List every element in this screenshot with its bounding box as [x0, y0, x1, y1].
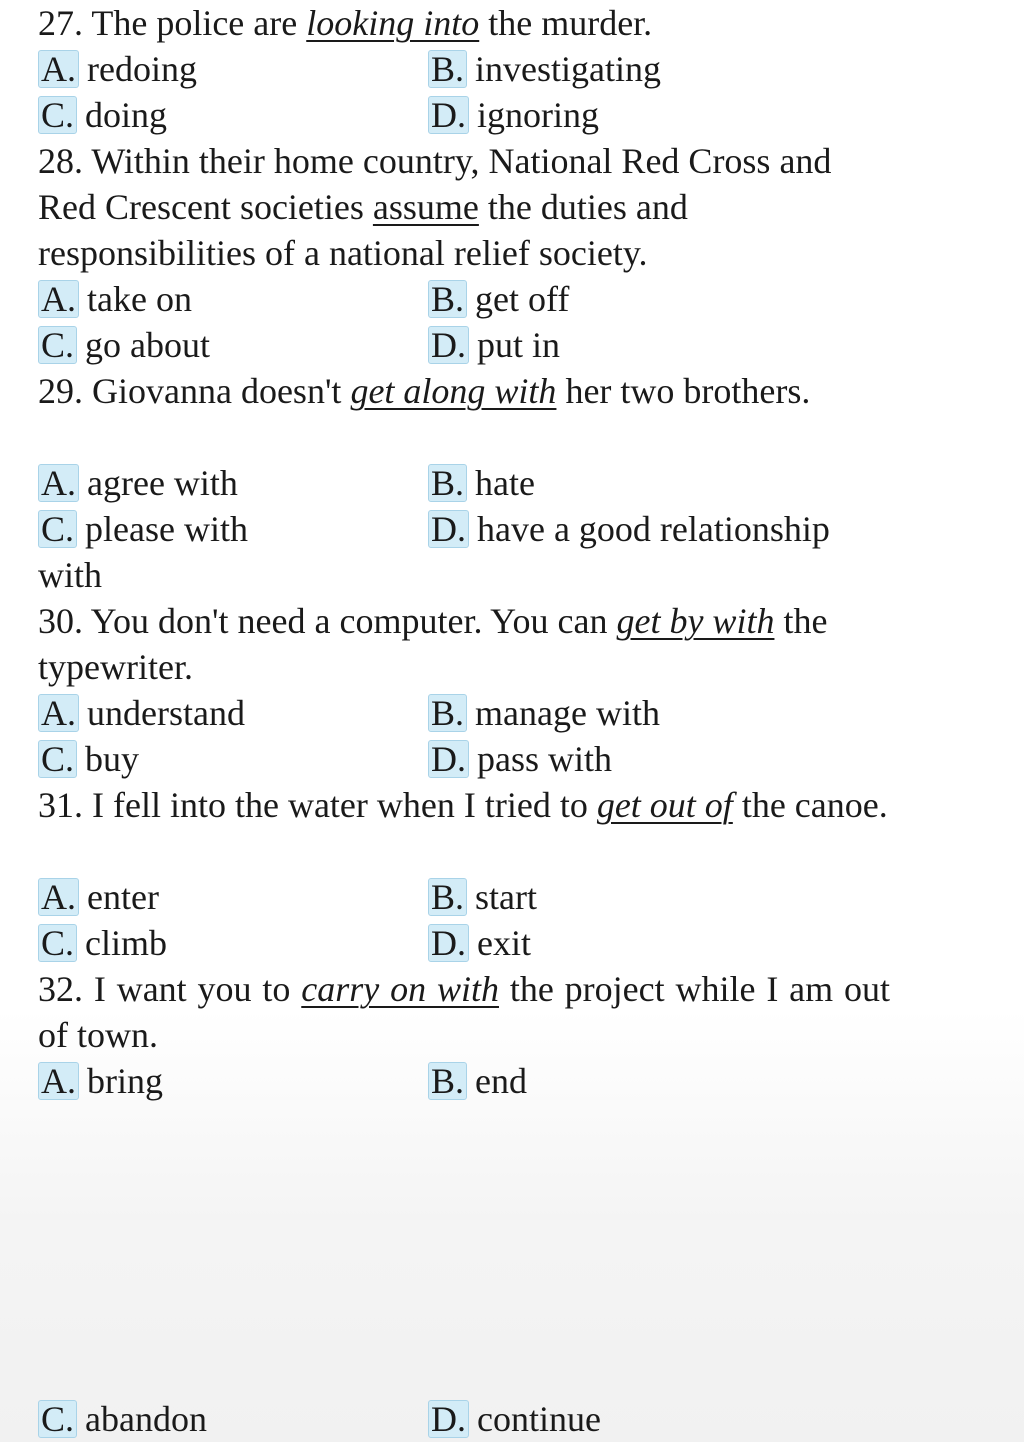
option-29-a: A. agree with — [38, 460, 238, 506]
option-letter: A. — [38, 50, 79, 88]
key-phrase: carry on with — [301, 969, 499, 1009]
option-letter: D. — [428, 1400, 469, 1438]
option-27-c: C. doing — [38, 92, 167, 138]
option-30-c: C. buy — [38, 736, 139, 782]
question-32: 32. I want you to carry on with the project while I am out of town. — [38, 969, 891, 1055]
key-phrase: get by with — [616, 601, 775, 641]
option-letter: C. — [38, 924, 77, 962]
option-letter: B. — [428, 50, 467, 88]
option-letter: B. — [428, 694, 467, 732]
option-32-a: A. bring — [38, 1058, 163, 1104]
option-32-c: C. abandon — [38, 1396, 207, 1442]
option-31-a: A. enter — [38, 874, 159, 920]
option-32-b: B. end — [428, 1058, 527, 1104]
option-30-b: B. manage with — [428, 690, 660, 736]
option-letter: C. — [38, 1400, 77, 1438]
option-letter: D. — [428, 510, 469, 548]
option-31-d: D. exit — [428, 920, 531, 966]
option-28-c: C. go about — [38, 322, 210, 368]
option-letter: D. — [428, 924, 469, 962]
option-letter: B. — [428, 464, 467, 502]
option-29-c: C. please with — [38, 506, 248, 552]
key-phrase: assume — [372, 187, 479, 227]
key-phrase: looking into — [306, 3, 480, 43]
option-32-d: D. continue — [428, 1396, 601, 1442]
question-31: 31. I fell into the water when I tried to get out of the canoe. — [38, 785, 888, 825]
option-30-d: D. pass with — [428, 736, 612, 782]
question-28: 28. Within their home country, National Red Cross and Red Crescent societies assume the duties and responsibilities of a national relief society. — [38, 141, 832, 273]
option-29-b: B. hate — [428, 460, 535, 506]
option-letter: A. — [38, 878, 79, 916]
option-letter: A. — [38, 280, 79, 318]
question-27: 27. The police are looking into the murder. — [38, 3, 653, 43]
option-27-b: B. investigating — [428, 46, 661, 92]
option-28-a: A. take on — [38, 276, 192, 322]
key-phrase: get along with — [350, 371, 557, 411]
option-27-a: A. redoing — [38, 46, 197, 92]
option-letter: B. — [428, 1062, 467, 1100]
option-letter: C. — [38, 96, 77, 134]
option-letter: D. — [428, 326, 469, 364]
option-31-b: B. start — [428, 874, 537, 920]
option-27-d: D. ignoring — [428, 92, 599, 138]
option-28-b: B. get off — [428, 276, 569, 322]
option-30-a: A. understand — [38, 690, 245, 736]
option-letter: C. — [38, 740, 77, 778]
option-29-d: D. have a good relationship — [428, 506, 830, 552]
option-letter: A. — [38, 1062, 79, 1100]
option-letter: C. — [38, 510, 77, 548]
option-31-c: C. climb — [38, 920, 167, 966]
question-29: 29. Giovanna doesn't get along with her two brothers. — [38, 371, 811, 411]
option-letter: B. — [428, 280, 467, 318]
option-letter: D. — [428, 96, 469, 134]
option-letter: C. — [38, 326, 77, 364]
question-30: 30. You don't need a computer. You can get by with the typewriter. — [38, 601, 828, 687]
option-29-d-continuation: with — [38, 555, 103, 595]
option-letter: B. — [428, 878, 467, 916]
option-letter: A. — [38, 694, 79, 732]
option-letter: A. — [38, 464, 79, 502]
option-28-d: D. put in — [428, 322, 560, 368]
option-letter: D. — [428, 740, 469, 778]
key-phrase: get out of — [596, 785, 733, 825]
